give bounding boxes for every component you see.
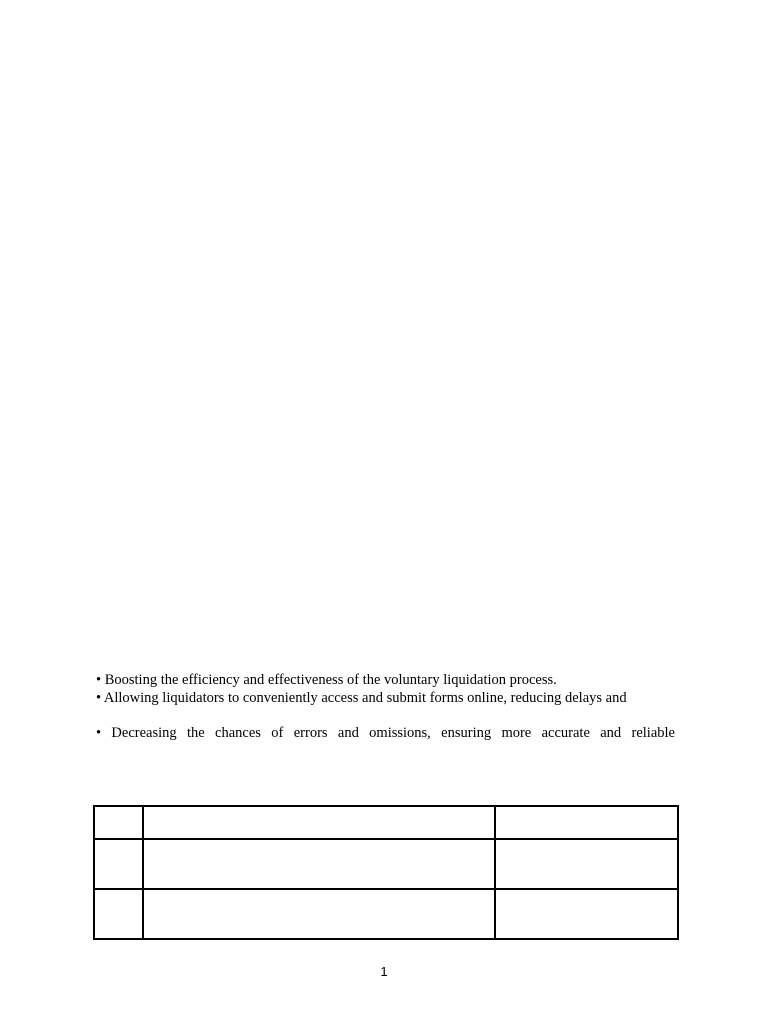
paragraph-gap [96, 707, 675, 724]
bullet-item-efficiency: • Boosting the efficiency and effectiveness of the voluntary liquidation process. [96, 672, 557, 688]
table-cell [94, 839, 143, 889]
table-row [94, 889, 678, 939]
bullet-item-errors: • Decreasing the chances of errors and omissions, ensuring more accurate and reliable [96, 725, 675, 741]
bullet-list [96, 671, 675, 742]
table-row [94, 839, 678, 889]
table-cell [143, 839, 496, 889]
document-table [93, 805, 679, 940]
table-cell [495, 806, 678, 839]
page-number: 1 [380, 964, 388, 979]
table-cell [143, 889, 496, 939]
table-cell [94, 889, 143, 939]
table-cell [143, 806, 496, 839]
bullet-item-online-access: • Allowing liquidators to conveniently access and submit forms online, reducing delays and [96, 690, 627, 706]
table-row [94, 806, 678, 839]
table-cell [94, 806, 143, 839]
table-cell [495, 889, 678, 939]
table-cell [495, 839, 678, 889]
